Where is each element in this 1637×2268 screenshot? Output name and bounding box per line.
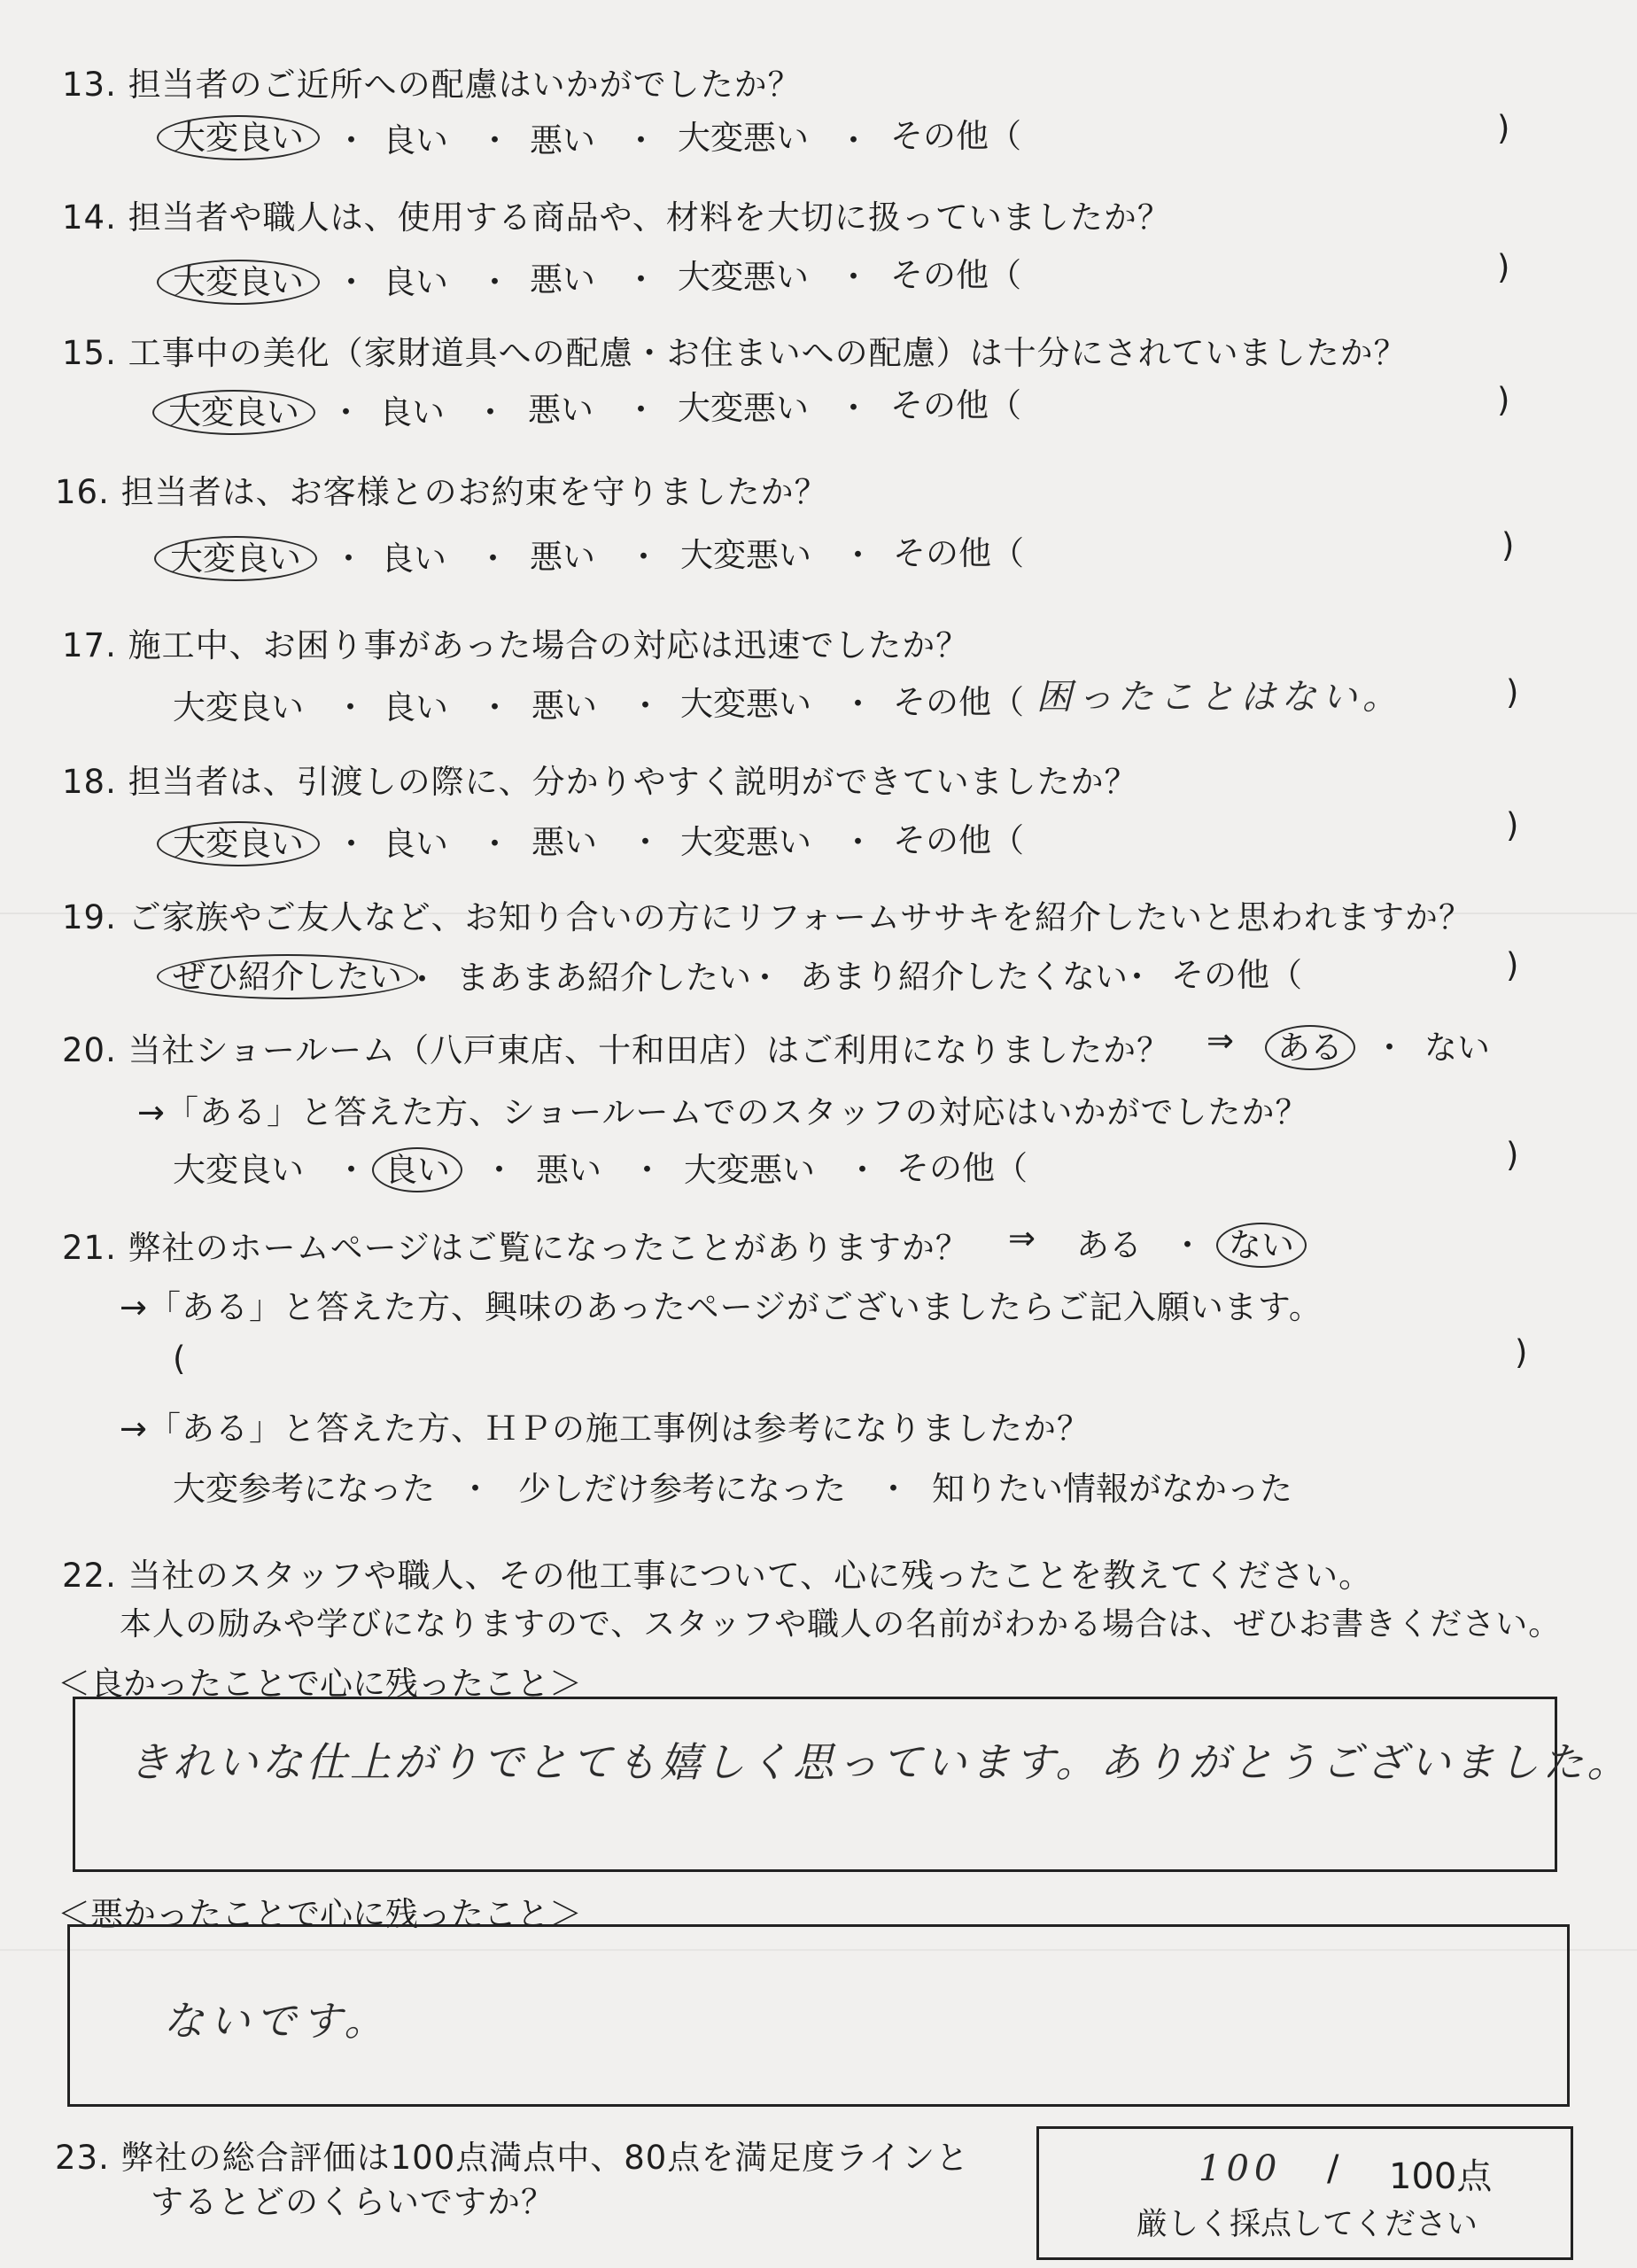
score-slash: /: [1327, 2148, 1339, 2189]
follow-up-question-1: →「ある」と答えた方、興味のあったページがございましたらご記入願います。: [120, 1288, 1323, 1326]
option-very-bad[interactable]: 大変悪い: [684, 1151, 815, 1189]
score-value[interactable]: 100: [1199, 2148, 1283, 2189]
question-number: 14.: [62, 198, 117, 237]
option-other[interactable]: その他（: [890, 117, 1021, 155]
separator: ・: [335, 1151, 368, 1189]
separator: ・: [842, 536, 874, 574]
question-text: 弊社のホームページはご覧になったことがありますか？: [128, 1229, 969, 1267]
close-paren: ): [1501, 526, 1515, 564]
option-yes[interactable]: ある: [1265, 1025, 1355, 1070]
question-number: 20.: [62, 1031, 117, 1069]
separator: ・: [406, 960, 438, 998]
question-text: 担当者のご近所への配慮はいかがでしたか？: [128, 66, 802, 104]
option-very-good[interactable]: 大変良い: [157, 260, 320, 305]
close-paren: ): [1506, 806, 1519, 844]
separator: ・: [625, 260, 657, 299]
question-text-line2: するとどのくらいですか？: [151, 2183, 555, 2221]
separator: ・: [483, 1151, 516, 1189]
option-very-bad[interactable]: 大変悪い: [680, 536, 811, 574]
score-box: [1036, 2126, 1573, 2260]
option-bad[interactable]: 悪い: [531, 687, 597, 725]
option-good[interactable]: 良い: [381, 540, 446, 578]
separator: ・: [629, 687, 662, 725]
option-good[interactable]: 良い: [372, 1147, 462, 1192]
separator: ・: [478, 825, 511, 863]
separator: ・: [837, 258, 870, 296]
option-other[interactable]: その他（: [890, 386, 1021, 424]
close-paren: ): [1506, 673, 1519, 711]
option-other[interactable]: その他（: [893, 683, 1024, 721]
follow-up-question: →「ある」と答えた方、ショールームでのスタッフの対応はいかがでしたか？: [137, 1093, 1309, 1131]
separator: ・: [625, 121, 657, 159]
bad-memory-answer: ないです。: [163, 1997, 391, 2045]
separator: ・: [842, 685, 874, 723]
question-text: 担当者は、引渡しの際に、分かりやすく説明ができていましたか？: [128, 763, 1138, 801]
separator: ・: [477, 540, 509, 578]
question-number: 13.: [62, 66, 117, 104]
arrow-icon: ⇒: [1206, 1021, 1235, 1060]
question-number: 21.: [62, 1229, 117, 1267]
option-good[interactable]: 良い: [379, 393, 445, 431]
separator: ・: [749, 959, 781, 997]
option-bad[interactable]: 悪い: [530, 260, 595, 299]
option-would-recommend[interactable]: ぜひ紹介したい: [157, 954, 418, 999]
option-good[interactable]: 良い: [383, 688, 448, 726]
option-bad[interactable]: 悪い: [536, 1151, 601, 1189]
score-max: 100点: [1389, 2156, 1493, 2197]
question-text-line1: 弊社の総合評価は100点満点中、80点を満足度ラインと: [120, 2139, 970, 2177]
close-paren: ): [1497, 381, 1510, 419]
question-text: 担当者や職人は、使用する商品や、材料を大切に扱っていましたか？: [128, 198, 1171, 237]
option-very-bad[interactable]: 大変悪い: [680, 685, 811, 723]
question-number: 22.: [62, 1557, 117, 1595]
option-good[interactable]: 良い: [383, 825, 448, 863]
separator: ・: [459, 1470, 492, 1508]
option-other[interactable]: その他（: [893, 821, 1024, 859]
separator: ・: [335, 825, 368, 863]
option-very-bad[interactable]: 大変悪い: [678, 119, 809, 157]
question-text: 当社のスタッフや職人、その他工事について、心に残ったことを教えてください。: [128, 1557, 1373, 1595]
close-paren: ): [1506, 946, 1519, 984]
separator: ・: [837, 121, 870, 159]
option-very-bad[interactable]: 大変悪い: [678, 389, 809, 427]
close-paren: ): [1515, 1333, 1528, 1371]
separator: ・: [877, 1470, 910, 1508]
question-number: 16.: [55, 473, 110, 511]
arrow-icon: ⇒: [1008, 1219, 1036, 1257]
separator: ・: [478, 121, 511, 159]
separator: ・: [842, 823, 874, 861]
option-other[interactable]: その他（: [893, 534, 1024, 572]
option-no[interactable]: ない: [1424, 1029, 1490, 1067]
good-memory-label: ＜良かったことで心に残ったこと＞: [58, 1665, 582, 1703]
option-very-good[interactable]: 大変良い: [157, 821, 320, 866]
separator: ・: [1171, 1226, 1204, 1264]
bad-memory-box[interactable]: [67, 1924, 1570, 2107]
option-other[interactable]: その他（: [896, 1149, 1028, 1187]
score-note: 厳しく採点してください: [1137, 2207, 1478, 2242]
separator: ・: [1373, 1029, 1406, 1067]
option-no[interactable]: ない: [1216, 1223, 1307, 1268]
option-rather-not[interactable]: あまり紹介したくない: [800, 958, 1128, 996]
handwritten-other-answer: 困ったことはない。: [1036, 677, 1403, 718]
question-number: 17.: [62, 626, 117, 664]
separator: ・: [478, 263, 511, 301]
separator: ・: [335, 121, 368, 159]
option-very-helpful[interactable]: 大変参考になった: [173, 1470, 435, 1508]
option-somewhat-recommend[interactable]: まあまあ紹介したい: [456, 959, 751, 997]
option-bad[interactable]: 悪い: [530, 121, 595, 159]
good-memory-answer: きれいな仕上がりでとても嬉しく思っています。ありがとうございました。: [128, 1738, 1632, 1786]
open-paren: (: [173, 1340, 186, 1378]
separator: ・: [335, 263, 368, 301]
question-number: 18.: [62, 763, 117, 801]
separator: ・: [627, 538, 660, 576]
separator: ・: [332, 540, 365, 578]
option-bad[interactable]: 悪い: [530, 538, 595, 576]
option-good[interactable]: 良い: [383, 121, 448, 159]
separator: ・: [629, 823, 662, 861]
close-paren: ): [1497, 248, 1510, 286]
question-number: 15.: [62, 334, 117, 372]
option-very-good[interactable]: 大変良い: [173, 1151, 304, 1189]
separator: ・: [846, 1151, 879, 1189]
question-subtext: 本人の励みや学びになりますので、スタッフや職人の名前がわかる場合は、ぜひお書きください。: [120, 1606, 1562, 1643]
option-bad[interactable]: 悪い: [531, 823, 597, 861]
question-text: 当社ショールーム（八戸東店、十和田店）はご利用になりましたか？: [128, 1031, 1171, 1069]
question-text: 担当者は、お客様とのお約束を守りましたか？: [120, 473, 828, 511]
separator: ・: [474, 393, 507, 431]
close-paren: ): [1497, 109, 1510, 147]
separator: ・: [837, 389, 870, 427]
good-memory-box[interactable]: [73, 1697, 1632, 1872]
separator: ・: [330, 393, 362, 431]
option-not-helpful[interactable]: 知りたい情報がなかった: [932, 1470, 1292, 1508]
option-very-good[interactable]: 大変良い: [173, 688, 304, 726]
option-very-good[interactable]: 大変良い: [157, 115, 320, 160]
question-text: 工事中の美化（家財道具への配慮・お住まいへの配慮）は十分にされていましたか？: [128, 334, 1408, 372]
follow-up-question-2: →「ある」と答えた方、ＨＰの施工事例は参考になりましたか？: [120, 1410, 1091, 1448]
separator: ・: [1121, 958, 1153, 996]
separator: ・: [631, 1151, 663, 1189]
question-text: 施工中、お困り事があった場合の対応は迅速でしたか？: [128, 626, 970, 664]
option-other[interactable]: その他（: [1171, 956, 1302, 994]
close-paren: ): [1506, 1136, 1519, 1174]
separator: ・: [478, 688, 511, 726]
bad-memory-label: ＜悪かったことで心に残ったこと＞: [58, 1895, 582, 1933]
option-very-bad[interactable]: 大変悪い: [678, 258, 809, 296]
option-very-bad[interactable]: 大変悪い: [680, 823, 811, 861]
question-number: 23.: [55, 2139, 110, 2177]
separator: ・: [334, 688, 367, 726]
separator: ・: [625, 391, 657, 429]
question-text: ご家族やご友人など、お知り合いの方にリフォームササキを紹介したいと思われますか？: [128, 898, 1473, 936]
option-very-good[interactable]: 大変良い: [152, 390, 315, 435]
question-number: 19.: [62, 898, 117, 936]
option-bad[interactable]: 悪い: [528, 391, 594, 429]
option-very-good[interactable]: 大変良い: [154, 536, 317, 581]
option-good[interactable]: 良い: [383, 263, 448, 301]
option-other[interactable]: その他（: [890, 256, 1021, 294]
option-somewhat-helpful[interactable]: 少しだけ参考になった: [518, 1470, 846, 1508]
option-yes[interactable]: ある: [1076, 1226, 1142, 1264]
